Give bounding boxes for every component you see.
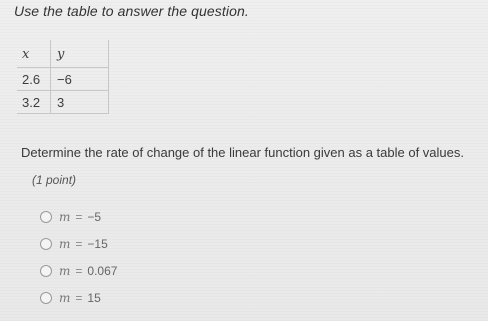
points-label: (1 point) <box>32 173 77 187</box>
option-equals: = <box>75 290 83 305</box>
option-value: 0.067 <box>87 263 118 278</box>
table-row <box>18 68 109 91</box>
option-equals: = <box>75 236 83 251</box>
table-header-row <box>18 41 109 68</box>
option-label <box>59 291 101 305</box>
radio-button[interactable] <box>40 265 52 277</box>
answer-options <box>40 203 117 311</box>
option-equals: = <box>75 209 83 224</box>
cell-y: 3 <box>51 91 109 114</box>
cell-y: −6 <box>51 68 109 91</box>
option-value: −5 <box>87 209 102 224</box>
values-table <box>17 40 109 114</box>
option-variable: m <box>59 290 71 305</box>
header-x: x <box>18 41 51 68</box>
radio-button[interactable] <box>40 238 52 250</box>
question-text: Determine the rate of change of the linear function given as a table of values. <box>21 145 464 160</box>
option-value: 15 <box>87 290 101 305</box>
option-variable: m <box>59 263 71 278</box>
radio-button[interactable] <box>40 292 52 304</box>
option-value: −15 <box>87 236 108 251</box>
instruction-text: Use the table to answer the question. <box>14 3 249 19</box>
table-row <box>18 91 109 114</box>
cell-x: 3.2 <box>18 91 51 114</box>
radio-button[interactable] <box>40 211 52 223</box>
answer-option-2[interactable] <box>40 230 117 257</box>
option-variable: m <box>59 236 71 251</box>
option-variable: m <box>59 209 71 224</box>
option-label <box>59 237 108 251</box>
header-y: y <box>51 41 109 68</box>
answer-option-4[interactable] <box>40 284 117 311</box>
option-equals: = <box>75 263 83 278</box>
option-label <box>59 210 101 224</box>
answer-option-1[interactable] <box>40 203 117 230</box>
answer-option-3[interactable] <box>40 257 117 284</box>
option-label <box>59 264 117 278</box>
cell-x: 2.6 <box>18 68 51 91</box>
